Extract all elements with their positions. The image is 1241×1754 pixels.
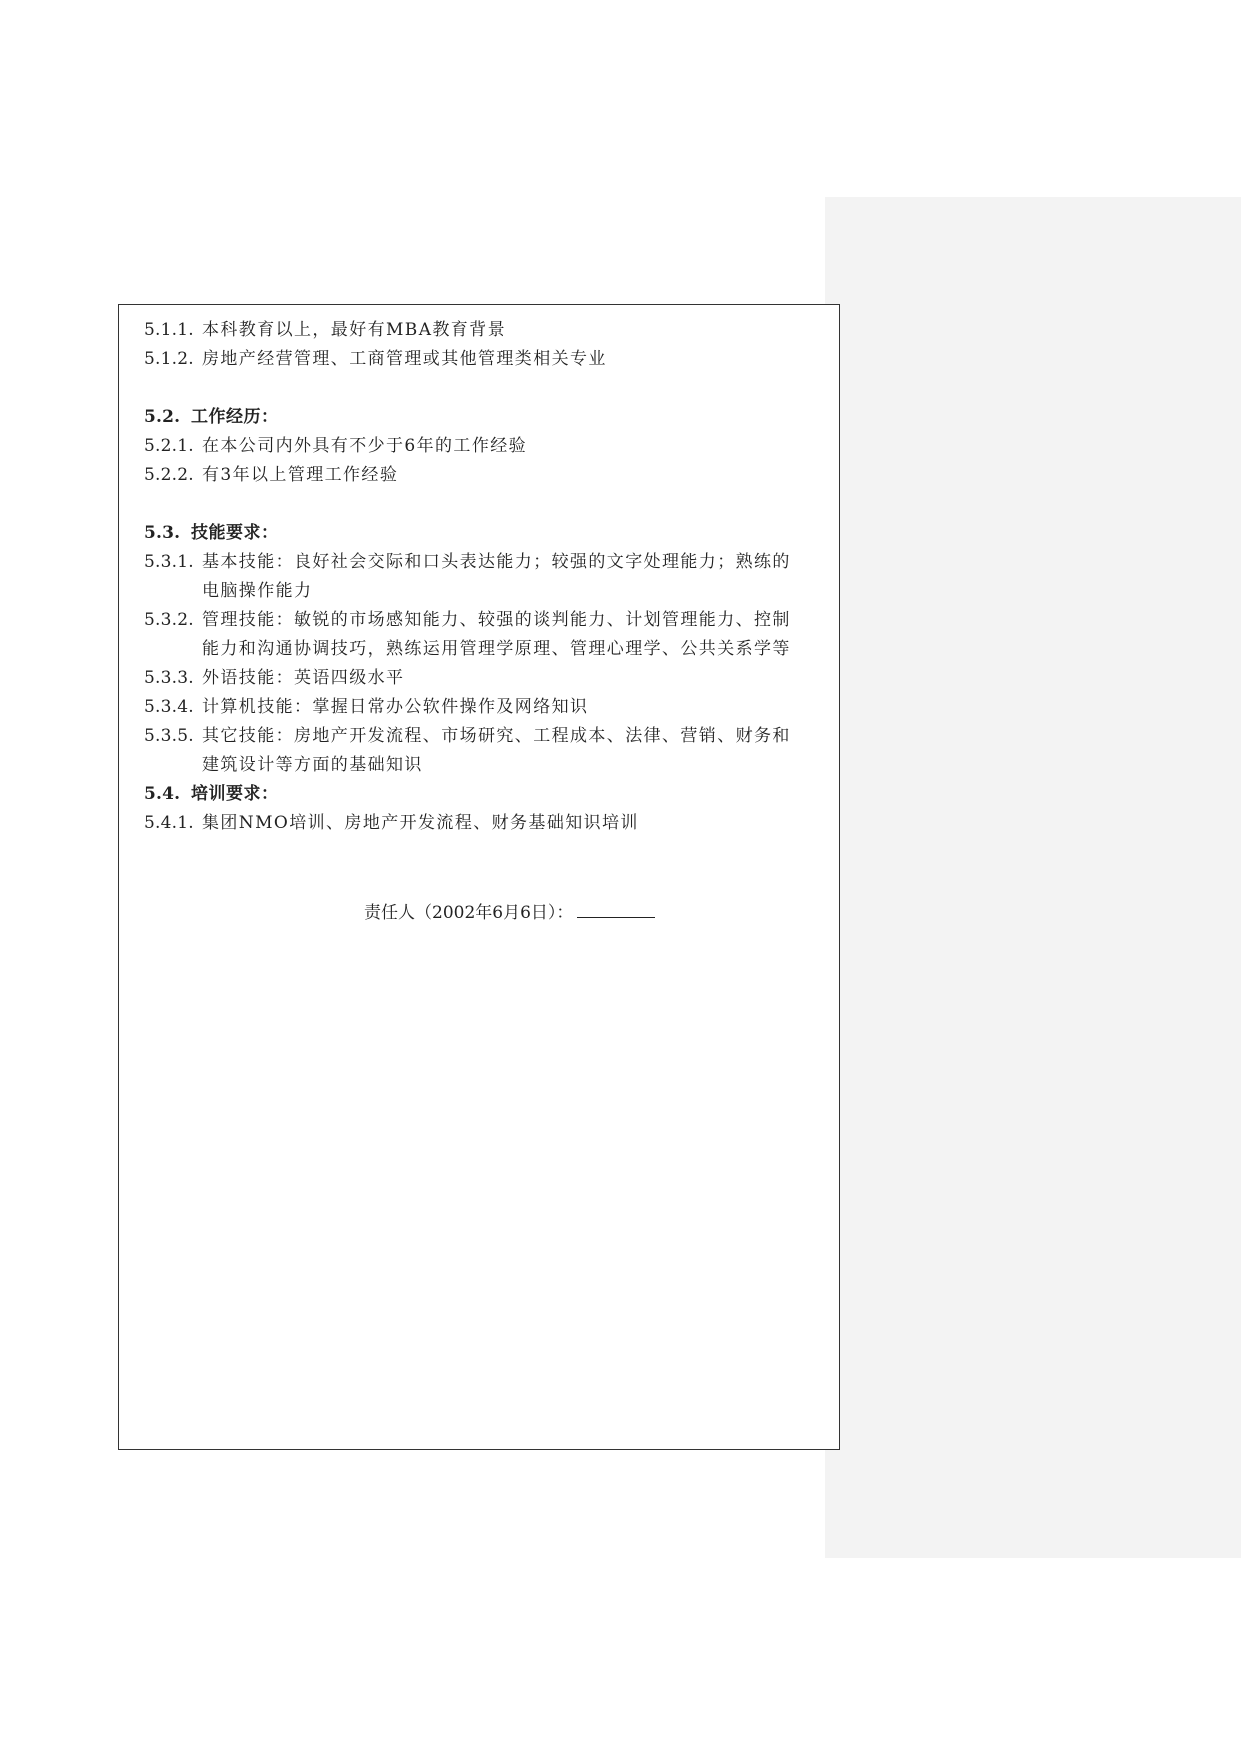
blank-line (144, 374, 804, 403)
item-text: 其它技能：房地产开发流程、市场研究、工程成本、法律、营销、财务和建筑设计等方面的基础知识 (202, 726, 791, 775)
requirements-list (144, 316, 804, 838)
item-number: 5.3.1. (144, 552, 194, 572)
section-number: 5.4. (144, 784, 181, 804)
item-number: 5.1.2. (144, 349, 194, 369)
section-heading (144, 780, 804, 809)
comment-margin-panel (825, 197, 1241, 1558)
item-text: 基本技能：良好社会交际和口头表达能力；较强的文字处理能力；熟练的电脑操作能力 (202, 552, 791, 601)
list-item (144, 345, 804, 374)
signature-line (364, 897, 655, 928)
list-item (144, 722, 804, 780)
list-item (144, 809, 804, 838)
list-item (144, 606, 804, 664)
section-number: 5.3. (144, 523, 181, 543)
item-number: 5.2.2. (144, 465, 194, 485)
section-heading (144, 403, 804, 432)
list-item (144, 432, 804, 461)
item-number: 5.4.1. (144, 813, 194, 833)
item-text: 计算机技能：掌握日常办公软件操作及网络知识 (202, 697, 589, 717)
list-item (144, 316, 804, 345)
signature-label: 责任人（2002年6月6日）： (364, 903, 574, 923)
section-title: 工作经历： (191, 407, 279, 427)
section-title: 培训要求： (191, 784, 279, 804)
item-number: 5.3.2. (144, 610, 194, 630)
blank-line (144, 490, 804, 519)
item-text: 在本公司内外具有不少于6年的工作经验 (202, 436, 528, 456)
item-number: 5.1.1. (144, 320, 194, 340)
section-heading (144, 519, 804, 548)
item-text: 有3年以上管理工作经验 (202, 465, 399, 485)
item-text: 房地产经营管理、工商管理或其他管理类相关专业 (202, 349, 607, 369)
list-item (144, 693, 804, 722)
item-number: 5.3.4. (144, 697, 194, 717)
list-item (144, 461, 804, 490)
list-item (144, 548, 804, 606)
item-text: 本科教育以上，最好有MBA教育背景 (202, 320, 506, 340)
list-item (144, 664, 804, 693)
signature-blank[interactable] (577, 897, 655, 918)
item-number: 5.3.3. (144, 668, 194, 688)
item-number: 5.3.5. (144, 726, 194, 746)
item-text: 外语技能：英语四级水平 (202, 668, 405, 688)
section-number: 5.2. (144, 407, 181, 427)
section-title: 技能要求： (191, 523, 279, 543)
item-text: 管理技能：敏锐的市场感知能力、较强的谈判能力、计划管理能力、控制能力和沟通协调技巧，熟练运用管理学原理、管理心理学、公共关系学等 (202, 610, 791, 659)
item-text: 集团NMO培训、房地产开发流程、财务基础知识培训 (202, 813, 639, 833)
item-number: 5.2.1. (144, 436, 194, 456)
